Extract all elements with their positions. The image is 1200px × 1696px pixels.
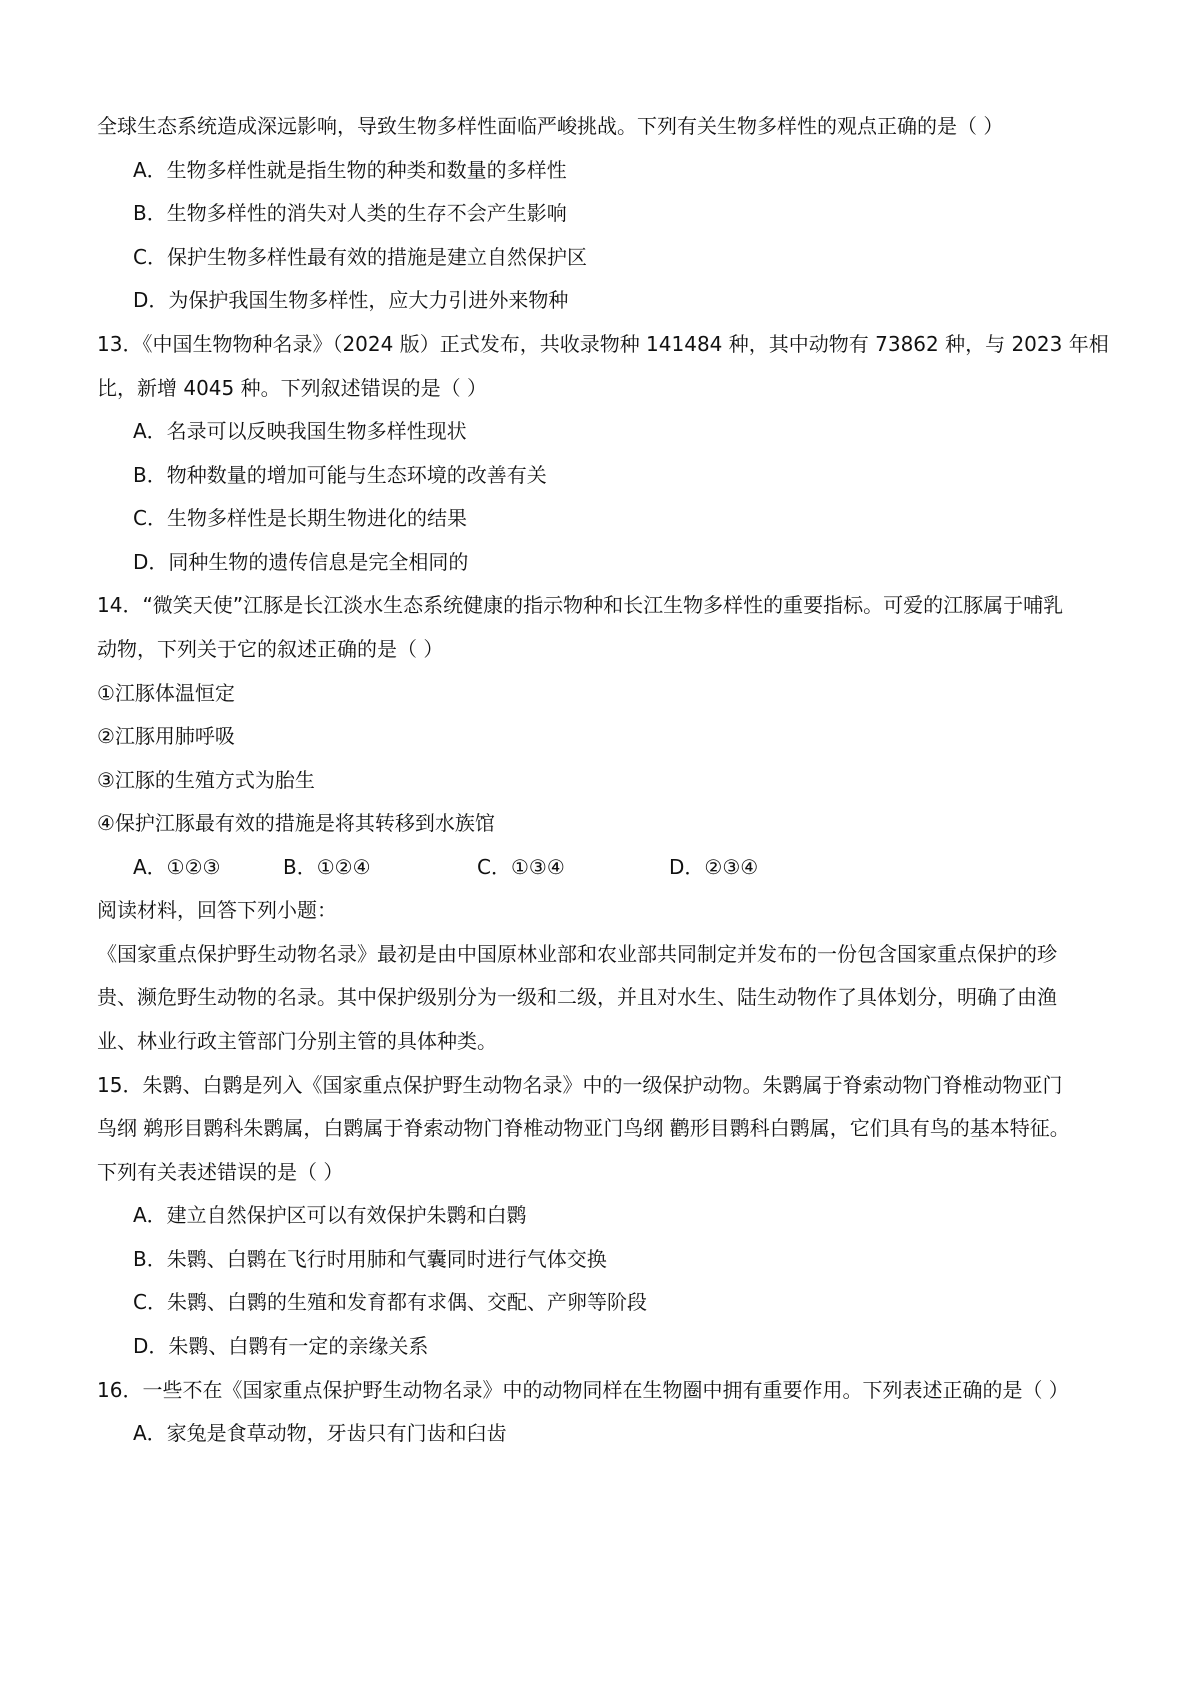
question-13-option-c: C．生物多样性是长期生物进化的结果 — [133, 506, 467, 530]
question-14-statement-2: ②江豚用肺呼吸 — [97, 724, 235, 748]
question-15-option-b: B．朱鹮、白鹮在飞行时用肺和气囊同时进行气体交换 — [133, 1247, 607, 1271]
question-15-stem-line-1: 15．朱鹮、白鹮是列入《国家重点保护野生动物名录》中的一级保护动物。朱鹮属于脊索动物门脊椎动物亚门 — [97, 1073, 1063, 1097]
question-12-option-d: D．为保护我国生物多样性，应大力引进外来物种 — [133, 288, 569, 312]
question-13-stem-line-1: 13．《中国生物物种名录》（2024 版）正式发布，共收录物种 141484 种，其中动物有 73862 种，与 2023 年相 — [97, 332, 1109, 356]
question-16-stem: 16．一些不在《国家重点保护野生动物名录》中的动物同样在生物圈中拥有重要作用。下列表述正确的是（ ） — [97, 1378, 1069, 1402]
question-14-stem-line-2: 动物，下列关于它的叙述正确的是（ ） — [97, 637, 444, 661]
reading-material-line-2: 贵、濒危野生动物的名录。其中保护级别分为一级和二级，并且对水生、陆生动物作了具体划分，明确了由渔 — [97, 985, 1057, 1009]
question-13-option-d: D．同种生物的遗传信息是完全相同的 — [133, 550, 469, 574]
question-12-stem: 全球生态系统造成深远影响，导致生物多样性面临严峻挑战。下列有关生物多样性的观点正确的是（ ） — [97, 114, 1004, 138]
question-14-statement-3: ③江豚的生殖方式为胎生 — [97, 768, 315, 792]
question-13-option-a: A．名录可以反映我国生物多样性现状 — [133, 419, 467, 443]
question-16-option-a: A．家兔是食草动物，牙齿只有门齿和臼齿 — [133, 1421, 507, 1445]
reading-material-line-1: 《国家重点保护野生动物名录》最初是由中国原林业部和农业部共同制定并发布的一份包含国家重点保护的珍 — [97, 942, 1057, 966]
question-15-stem-line-2: 鸟纲 鹈形目鹮科朱鹮属，白鹮属于脊索动物门脊椎动物亚门鸟纲 鹳形目鹮科白鹮属，它们具有鸟的基本特征。 — [97, 1116, 1070, 1140]
question-14-option-d: D．②③④ — [669, 855, 759, 879]
question-14-stem-line-1: 14．“微笑天使”江豚是长江淡水生态系统健康的指示物种和长江生物多样性的重要指标。可爱的江豚属于哺乳 — [97, 593, 1064, 617]
question-14-option-b: B．①②④ — [283, 855, 371, 879]
question-15-option-c: C．朱鹮、白鹮的生殖和发育都有求偶、交配、产卵等阶段 — [133, 1290, 647, 1314]
question-13-stem-line-2: 比，新增 4045 种。下列叙述错误的是（ ） — [97, 376, 487, 400]
question-14-option-a: A．①②③ — [133, 855, 221, 879]
question-12-option-b: B．生物多样性的消失对人类的生存不会产生影响 — [133, 201, 567, 225]
question-14-statement-1: ①江豚体温恒定 — [97, 681, 235, 705]
question-15-stem-line-3: 下列有关表述错误的是（ ） — [97, 1160, 344, 1184]
question-14-option-c: C．①③④ — [477, 855, 565, 879]
reading-prompt: 阅读材料，回答下列小题： — [97, 898, 337, 922]
question-12-option-c: C．保护生物多样性最有效的措施是建立自然保护区 — [133, 245, 587, 269]
question-15-option-a: A．建立自然保护区可以有效保护朱鹮和白鹮 — [133, 1203, 527, 1227]
question-14-statement-4: ④保护江豚最有效的措施是将其转移到水族馆 — [97, 811, 495, 835]
question-15-option-d: D．朱鹮、白鹮有一定的亲缘关系 — [133, 1334, 429, 1358]
question-14-options — [133, 853, 1133, 881]
reading-material-line-3: 业、林业行政主管部门分别主管的具体种类。 — [97, 1029, 497, 1053]
question-13-option-b: B．物种数量的增加可能与生态环境的改善有关 — [133, 463, 547, 487]
question-12-option-a: A．生物多样性就是指生物的种类和数量的多样性 — [133, 158, 567, 182]
